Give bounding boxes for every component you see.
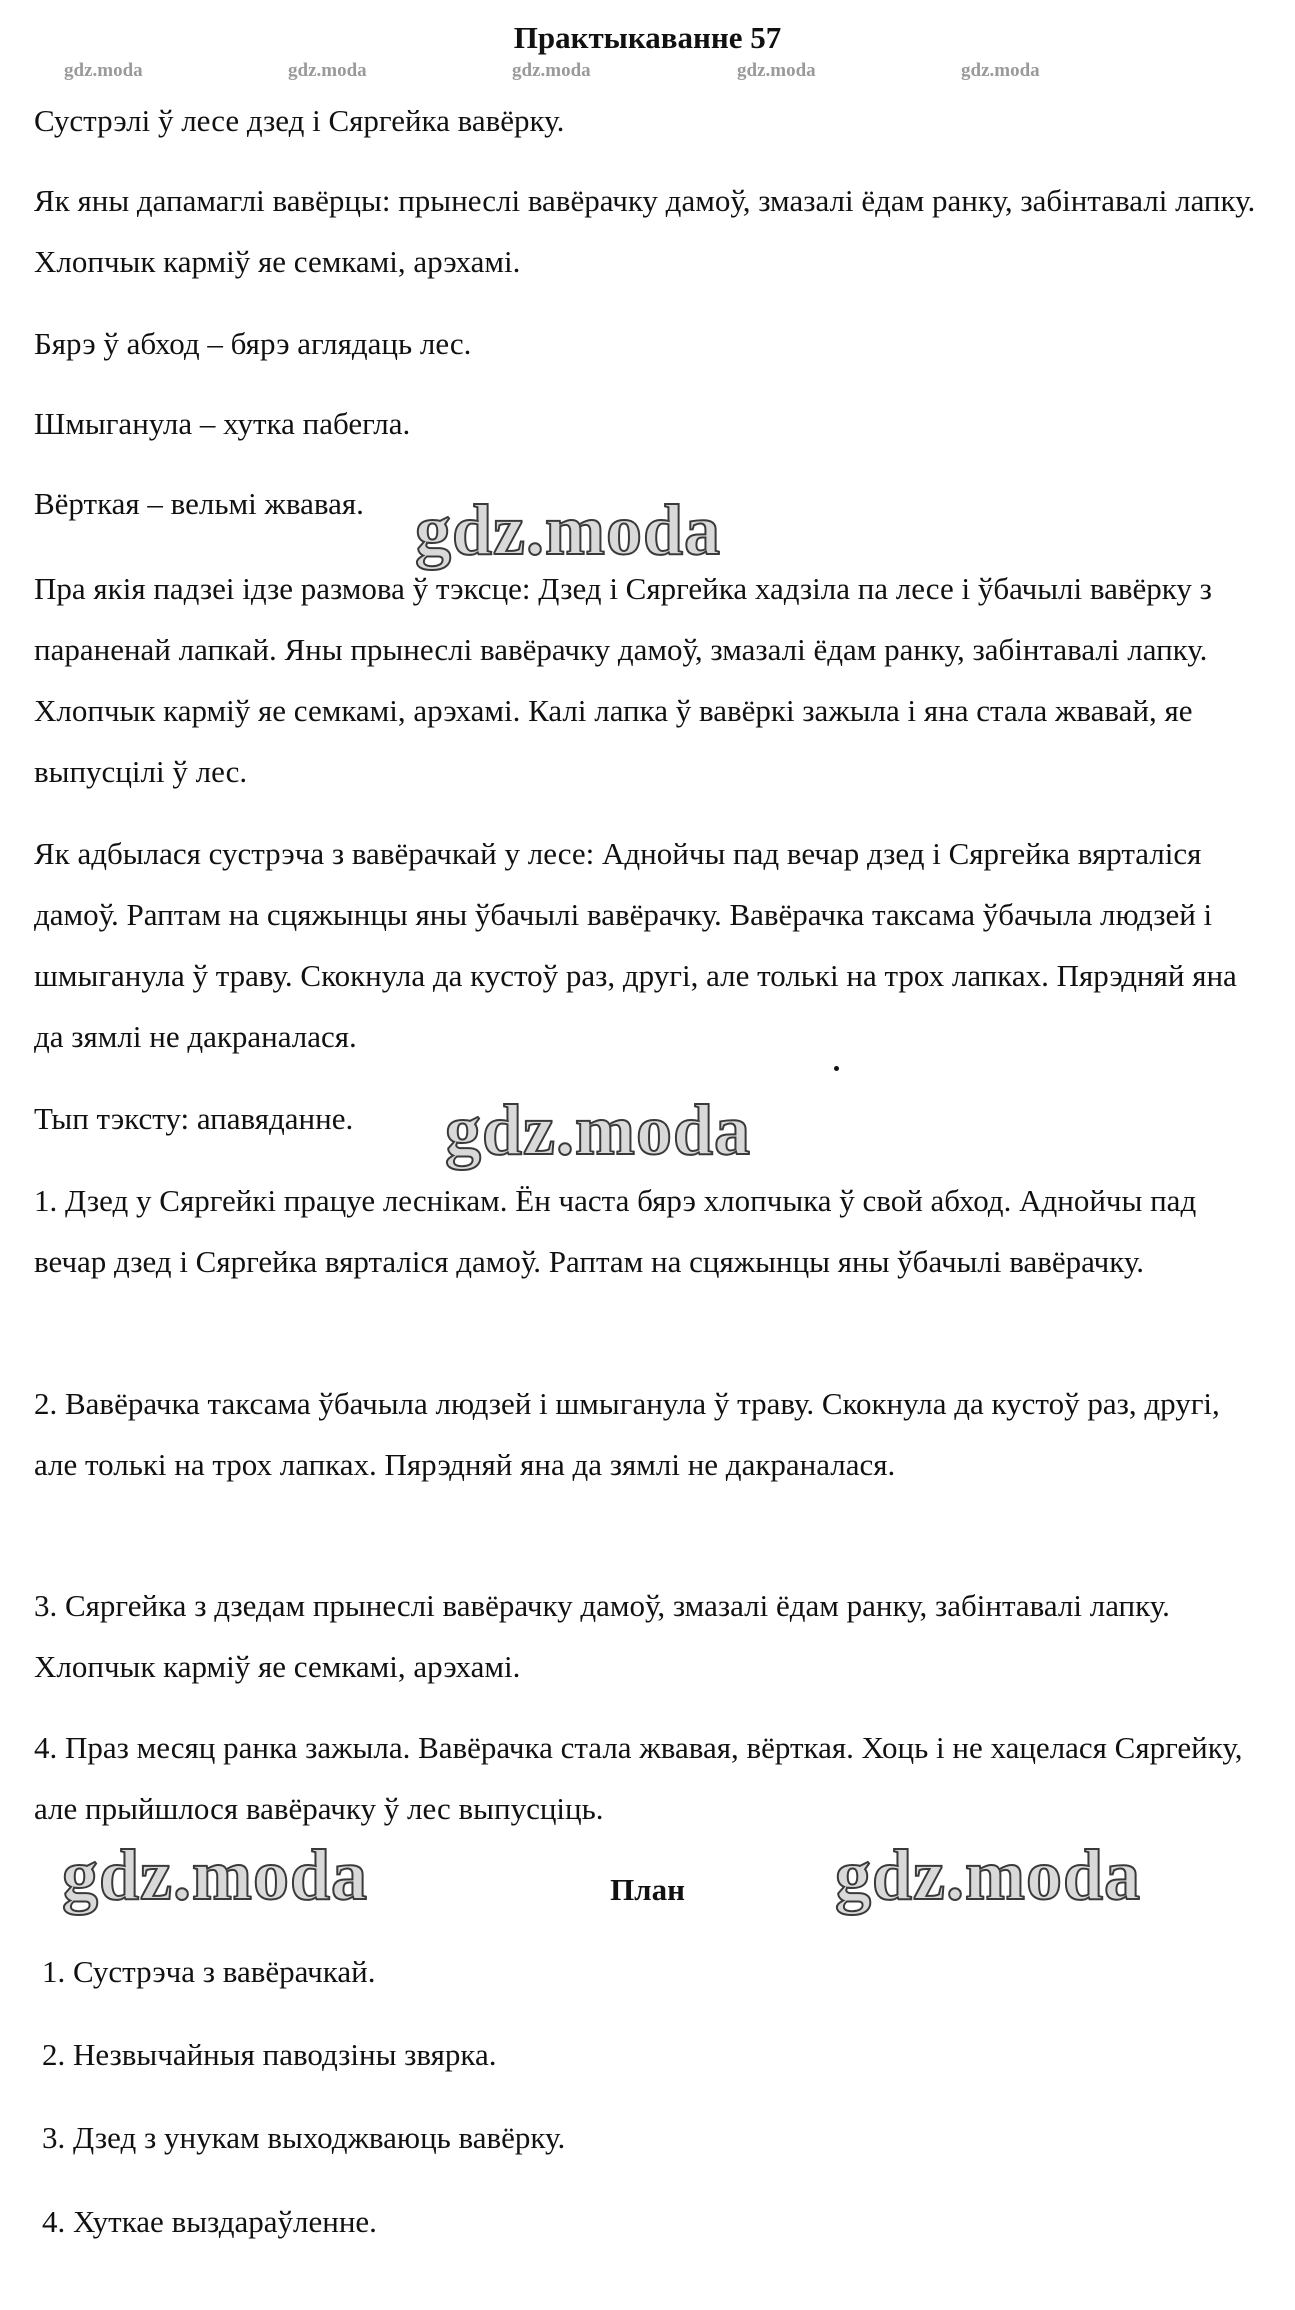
paragraph-part-1: 1. Дзед у Сяргейкі працуе леснікам. Ён часта бярэ хлопчыка ў свой абход. Аднойчы пад вечар дзед і Сяргейка вярталіся дамоў. Раптам на сцяжынцы яны ўбачылі вавёрачку. (34, 1183, 1197, 1279)
paragraph-events: Пра якія падзеі ідзе размова ў тэксце: Дзед і Сяргейка хадзіла па лесе і ўбачылі вавёрку з параненай лапкай. Яны прынеслі вавёрачку дамоў, змазалі ёдам ранку, забінтавалі лапку. Хлопчык карміў яе семкамі, арэхамі. Калі лапка ў вавёркі зажыла і яна стала жвавай, яе выпусцілі ў лес. (34, 571, 1212, 789)
page-title: Практыкаванне 57 (513, 20, 782, 55)
paragraph-definition-shmyhanula: Шмыганула – хутка пабегла. (34, 406, 411, 441)
paragraph-part-2: 2. Вавёрачка таксама ўбачыла людзей і шмыганула ў траву. Скокнула да кустоў раз, другі, але толькі на трох лапках. Пярэдняй яна да зямлі не дакраналася. (34, 1386, 1220, 1482)
watermark-small: gdz.moda (288, 60, 367, 81)
plan-item: 1. Сустрэча з вавёрачкай. (42, 1954, 376, 1989)
plan-heading: План (610, 1872, 685, 1907)
watermark-large: gdz.moda (62, 1835, 369, 1915)
paragraph-text-type: Тып тэксту: апавяданне. (34, 1101, 354, 1136)
stray-dot (834, 1066, 839, 1071)
watermark-large: gdz.moda (445, 1090, 752, 1170)
plan-item: 3. Дзед з унукам выходжваюць вавёрку. (42, 2120, 566, 2155)
paragraph-encounter: Як адбылася сустрэча з вавёрачкай у лесе: Аднойчы пад вечар дзед і Сяргейка вярталіся дамоў. Раптам на сцяжынцы яны ўбачылі вавёрачку. Вавёрачка таксама ўбачыла людзей і шмыганула ў траву. Скокнула да кустоў раз, другі, але толькі на трох лапках. Пярэдняй яна да зямлі не дакраналася. (34, 836, 1237, 1054)
paragraph-part-4: 4. Праз месяц ранка зажыла. Вавёрачка стала жвавая, вёрткая. Хоць і не хацелася Сяргейку, але прыйшлося вавёрачку ў лес выпусціць. (34, 1730, 1243, 1826)
paragraph-help: Як яны дапамаглі вавёрцы: прынеслі вавёрачку дамоў, змазалі ёдам ранку, забінтавалі лапку. Хлопчык карміў яе семкамі, арэхамі. (34, 183, 1256, 279)
plan-item: 2. Незвычайныя паводзіны звярка. (42, 2037, 497, 2072)
paragraph-definition-abkhod: Бярэ ў абход – бярэ аглядаць лес. (34, 326, 472, 361)
watermark-small: gdz.moda (64, 60, 143, 81)
watermark-small: gdz.moda (737, 60, 816, 81)
watermark-small: gdz.moda (512, 60, 591, 81)
watermark-large: gdz.moda (415, 490, 722, 570)
paragraph-definition-vertkaya: Вёрткая – вельмі жвавая. (34, 486, 364, 521)
plan-item: 4. Хуткае выздараўленне. (42, 2204, 377, 2239)
watermark-large: gdz.moda (835, 1835, 1142, 1915)
paragraph-part-3: 3. Сяргейка з дзедам прынеслі вавёрачку дамоў, змазалі ёдам ранку, забінтавалі лапку. Хлопчык карміў яе семкамі, арэхамі. (34, 1588, 1170, 1684)
paragraph-meeting: Сустрэлі ў лесе дзед і Сяргейка вавёрку. (34, 103, 565, 138)
watermark-small: gdz.moda (961, 60, 1040, 81)
